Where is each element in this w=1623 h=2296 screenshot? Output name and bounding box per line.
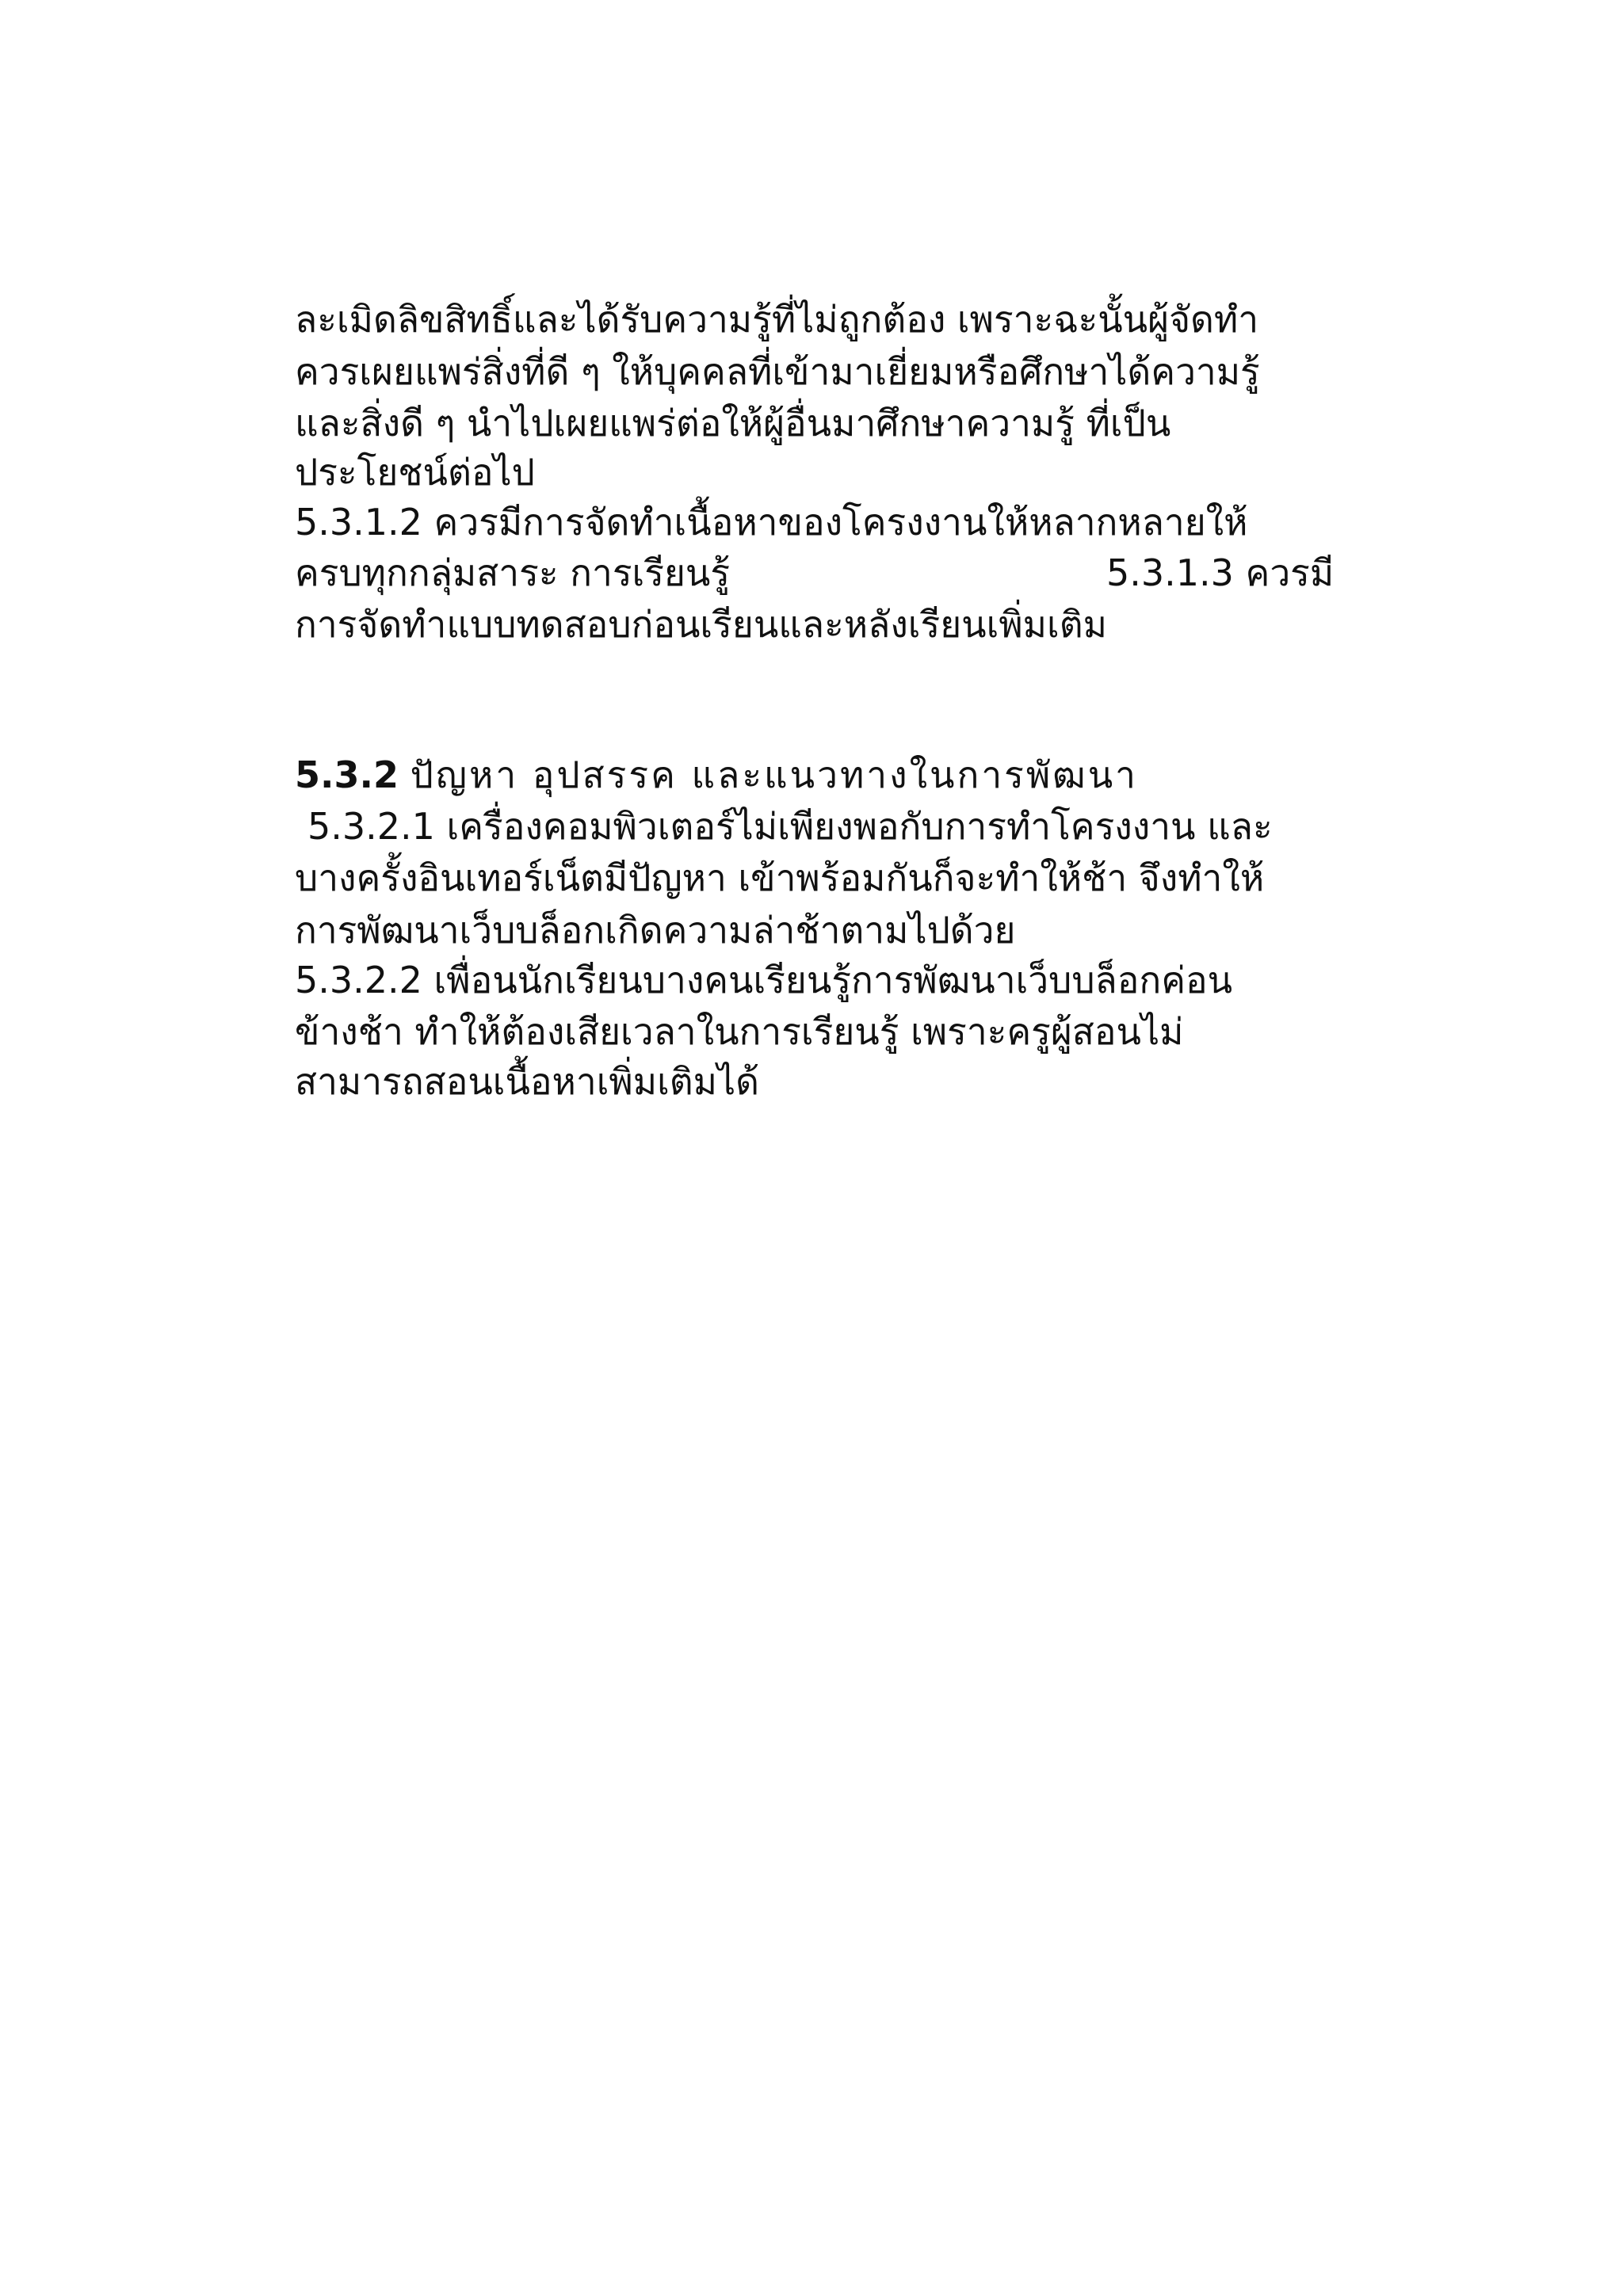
item-5-3-2-2: 5.3.2.2 เพื่อนนักเรียนบางคนเรียนรู้การพัฒนาเว็บบล็อกค่อน bbox=[295, 959, 1233, 1001]
item-5-3-1-2: 5.3.1.2 ควรมีการจัดทำเนื้อหาของโครงงานให้หลากหลายให้ bbox=[295, 501, 1248, 543]
paragraph-line: ละเมิดลิขสิทธิ์และได้รับความรู้ที่ไม่ถูกต้อง เพราะฉะนั้นผู้จัดทำ bbox=[295, 298, 1259, 341]
paragraph-line: ควรเผยแพร่สิ่งที่ดี ๆ ให้บุคคลที่เข้ามาเยี่ยมหรือศึกษาได้ความรู้ bbox=[295, 350, 1260, 393]
item-5-3-2-1: 5.3.2.1 เครื่องคอมพิวเตอร์ไม่เพียงพอกับการทำโครงงาน และ bbox=[307, 805, 1273, 848]
section-title: ปัญหา อุปสรรค และแนวทางในการพัฒนา bbox=[410, 753, 1139, 796]
paragraph-line: และสิ่งดี ๆ นำไปเผยแพร่ต่อให้ผู้อื่นมาศึกษาความรู้ ที่เป็น bbox=[295, 402, 1171, 444]
paragraph-line: การจัดทำแบบทดสอบก่อนเรียนและหลังเรียนเพิ่มเติม bbox=[295, 603, 1107, 646]
paragraph-line: ประโยชน์ต่อไป bbox=[295, 451, 535, 494]
paragraph-line: ข้างช้า ทำให้ต้องเสียเวลาในการเรียนรู้ เพราะครูผู้สอนไม่ bbox=[295, 1010, 1184, 1053]
section-heading bbox=[295, 752, 1138, 798]
paragraph-line: สามารถสอนเนื้อหาเพิ่มเติมได้ bbox=[295, 1060, 760, 1103]
paragraph-line: ครบทุกกลุ่มสาระ การเรียนรู้ bbox=[295, 551, 731, 594]
section-number: 5.3.2 bbox=[295, 753, 399, 796]
paragraph-line: บางครั้งอินเทอร์เน็ตมีปัญหา เข้าพร้อมกันก็จะทำให้ช้า จึงทำให้ bbox=[295, 856, 1265, 899]
paragraph-line: การพัฒนาเว็บบล็อกเกิดความล่าช้าตามไปด้วย bbox=[295, 909, 1016, 952]
item-5-3-1-3-start: 5.3.1.3 ควรมี bbox=[1106, 551, 1335, 594]
